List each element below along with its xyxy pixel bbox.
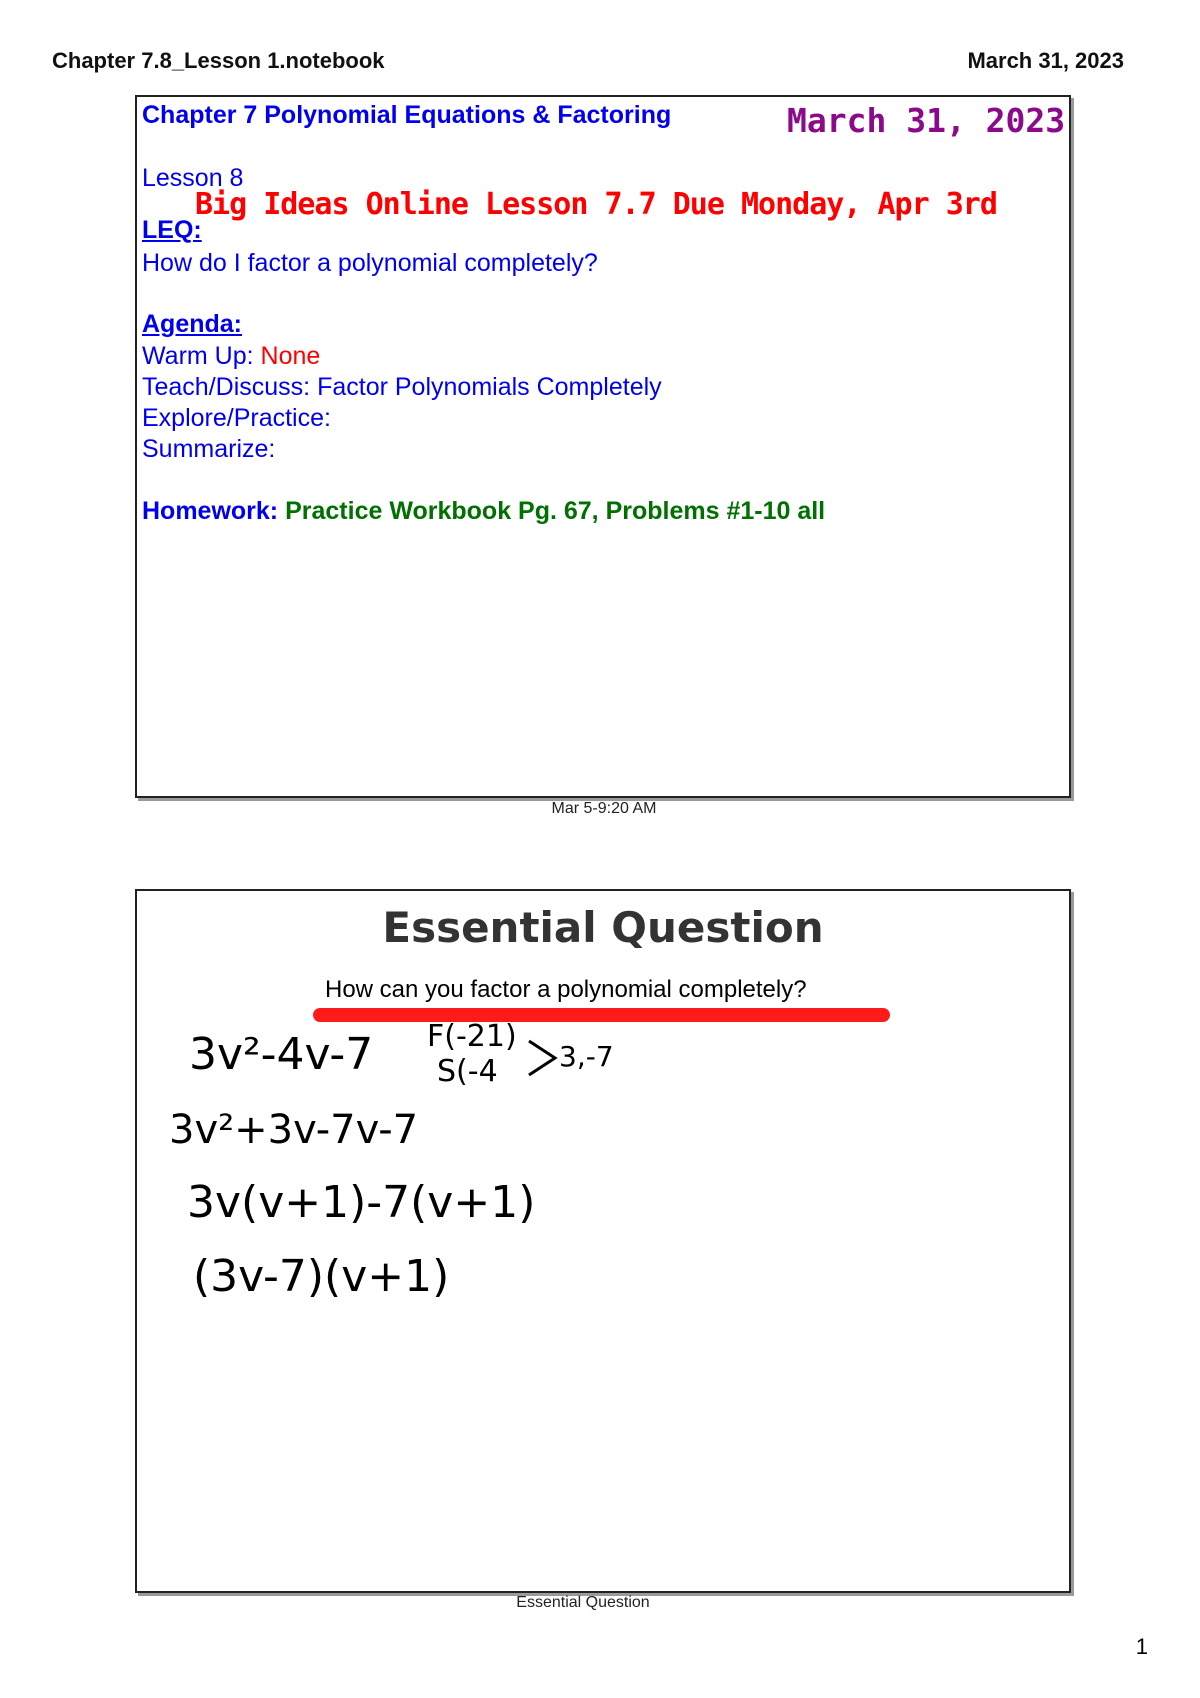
leq-label: LEQ: bbox=[142, 216, 202, 244]
slide-essential-question bbox=[135, 889, 1071, 1593]
agenda-label: Agenda: bbox=[142, 310, 242, 338]
big-ideas-assignment: Big Ideas Online Lesson 7.7 Due Monday, Apr 3rd bbox=[195, 187, 997, 222]
homework-line bbox=[142, 497, 825, 526]
essential-question-title: Essential Question bbox=[382, 903, 824, 952]
agenda-explore: Explore/Practice: bbox=[142, 404, 331, 432]
hand-line-2: 3v²+3v-7v-7 bbox=[169, 1107, 419, 1153]
hand-note-top: F(-21) bbox=[427, 1019, 517, 1054]
teach-value: Factor Polynomials Completely bbox=[317, 373, 662, 401]
agenda-warmup bbox=[142, 342, 320, 371]
homework-value: Practice Workbook Pg. 67, Problems #1-10 all bbox=[285, 497, 826, 525]
hand-line-1: 3v²-4v-7 bbox=[189, 1029, 374, 1080]
hand-bracket-mark bbox=[529, 1041, 555, 1075]
slide1-caption: Mar 5-9:20 AM bbox=[551, 800, 657, 817]
slide-lesson-overview bbox=[135, 95, 1071, 798]
warmup-label: Warm Up: bbox=[142, 342, 254, 370]
page-number: 1 bbox=[1135, 1634, 1148, 1659]
notebook-date: March 31, 2023 bbox=[967, 48, 1124, 73]
hand-note-bottom: S(-4 bbox=[437, 1054, 498, 1089]
handwritten-work bbox=[137, 891, 1069, 1591]
chapter-title: Chapter 7 Polynomial Equations & Factoring bbox=[142, 101, 672, 129]
lesson-number: Lesson 8 bbox=[142, 164, 244, 192]
notebook-file-name: Chapter 7.8_Lesson 1.notebook bbox=[52, 48, 385, 73]
hand-line-4: (3v-7)(v+1) bbox=[193, 1251, 450, 1302]
warmup-value: None bbox=[260, 342, 321, 370]
agenda-teach bbox=[142, 373, 662, 402]
essential-question-text: How can you factor a polynomial completely? bbox=[325, 976, 807, 1003]
slide-date: March 31, 2023 bbox=[787, 101, 1066, 140]
teach-label: Teach/Discuss: bbox=[142, 373, 311, 401]
hand-line-3: 3v(v+1)-7(v+1) bbox=[187, 1177, 536, 1228]
slide2-caption: Essential Question bbox=[516, 1594, 650, 1611]
leq-question: How do I factor a polynomial completely? bbox=[142, 249, 598, 277]
agenda-summarize: Summarize: bbox=[142, 435, 276, 463]
hand-note-result: 3,-7 bbox=[559, 1040, 614, 1073]
homework-label: Homework: bbox=[142, 497, 279, 525]
